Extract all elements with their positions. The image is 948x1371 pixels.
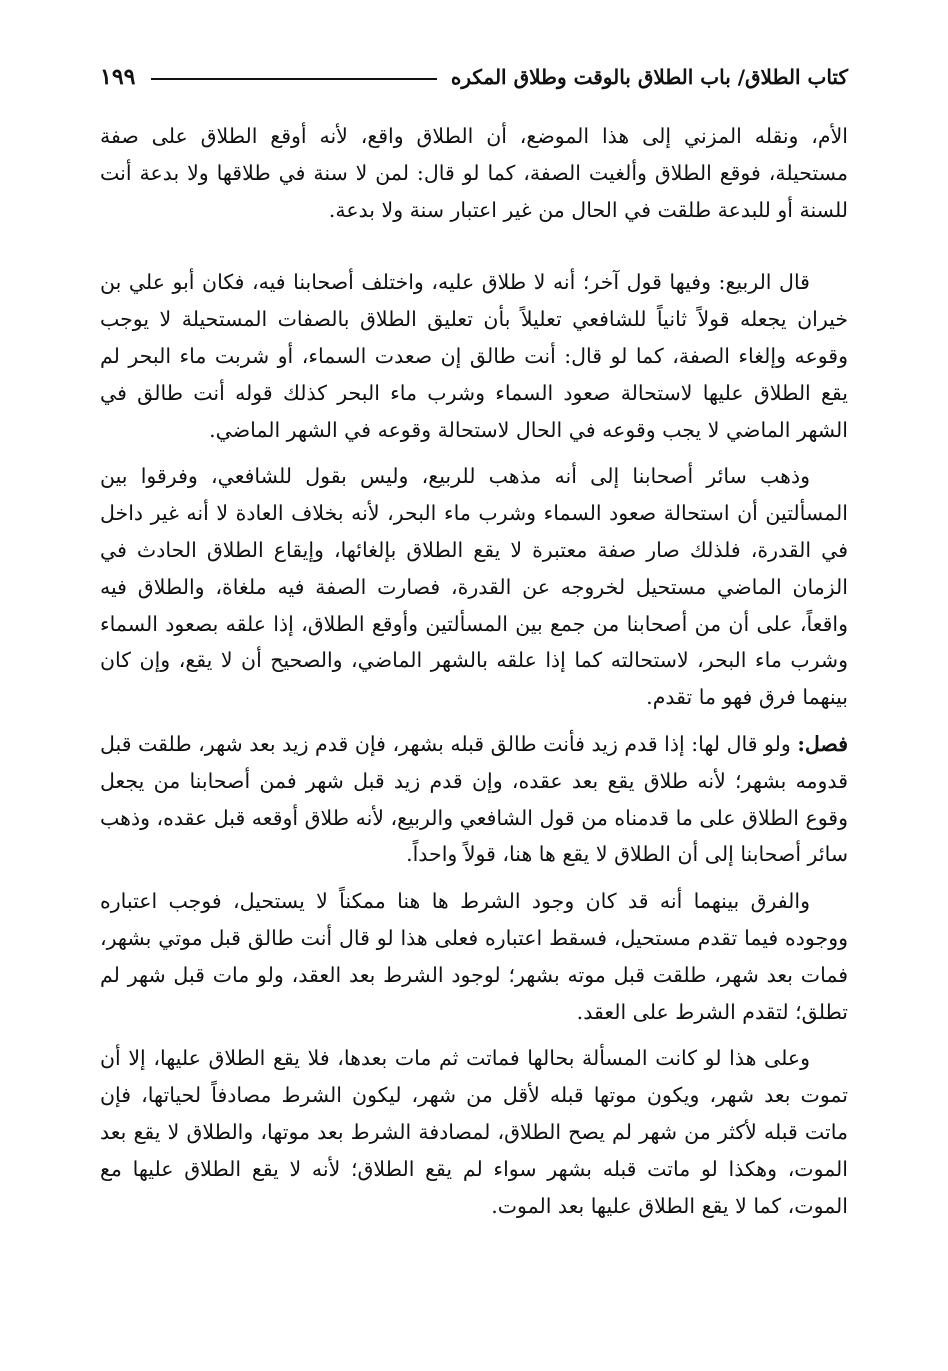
section-lead: فصل: — [797, 731, 848, 756]
paragraph-4 — [100, 726, 848, 873]
page-number: ١٩٩ — [100, 64, 136, 90]
paragraph-5: والفرق بينهما أنه قد كان وجود الشرط ها هنا ممكناً لا يستحيل، فوجب اعتباره ووجوده فيما تقدم مستحيل، فسقط اعتباره فعلى هذا لو قال أنت طالق قبل موتي بشهر، فمات بعد شهر، طلقت قبل موته بشهر؛ لوجود الشرط بعد العقد، ولو مات قبل شهر لم تطلق؛ لتقدم الشرط على العقد. — [100, 889, 848, 1024]
paragraph-1: الأم، ونقله المزني إلى هذا الموضع، أن الطلاق واقع، لأنه أوقع الطلاق على صفة مستحيلة، فوقع الطلاق وألغيت الصفة، كما لو قال: لمن لا سنة في طلاقها ولا بدعة أنت للسنة أو للبدعة طلقت في الحال من غير اعتبار سنة ولا بدعة. — [100, 124, 848, 222]
page-header — [100, 60, 848, 94]
paragraph-4-text: ولو قال لها: إذا قدم زيد فأنت طالق قبله بشهر، فإن قدم زيد بعد شهر، طلقت قبل قدومه بشهر؛ لأنه طلاق يقع بعد عقده، وإن قدم زيد قبل شهر فمن أصحابنا من يجعل وقوع الطلاق على ما قدمناه من قول الشافعي والربيع، لأنه طلاق أوقعه قبل عقده، وذهب سائر أصحابنا إلى أن الطلاق لا يقع ها هنا، قولاً واحداً. — [100, 731, 848, 867]
header-rule — [151, 78, 436, 80]
paragraph-6: وعلى هذا لو كانت المسألة بحالها فماتت ثم مات بعدها، فلا يقع الطلاق عليها، إلا أن تموت بعد شهر، ويكون موتها قبله لأقل من شهر، ليكون الشرط مصادفاً لحياتها، فإن ماتت قبله لأكثر من شهر لم يصح الطلاق، لمصادفة الشرط بعد موتها، والطلاق لا يقع بعد الموت، وهكذا لو ماتت قبله بشهر سواء لم يقع الطلاق؛ لأنه لا يقع الطلاق عليها مع الموت، كما لا يقع الطلاق عليها بعد الموت. — [100, 1046, 848, 1218]
paragraph-3: وذهب سائر أصحابنا إلى أنه مذهب للربيع، وليس بقول للشافعي، وفرقوا بين المسألتين أن استحالة صعود السماء وشرب ماء البحر، لأنه بخلاف العادة لا أنه غير داخل في القدرة، فلذلك صار صفة معتبرة لا يقع الطلاق بإلغائها، وإيقاع الطلاق الحادث في الزمان الماضي مستحيل لخروجه عن القدرة، فصارت الصفة فيه ملغاة، والطلاق فيه واقعاً، على أن من أصحابنا من جمع بين المسألتين وأوقع الطلاق، إذا علقه بصعود السماء وشرب ماء البحر، لاستحالته كما إذا علقه بالشهر الماضي، والصحيح أن لا يقع، وإن كان بينهما فرق فهو ما تقدم. — [100, 464, 848, 710]
running-title: كتاب الطلاق/ باب الطلاق بالوقت وطلاق المكره — [450, 65, 848, 89]
paragraph-2: قال الربيع: وفيها قول آخر؛ أنه لا طلاق عليه، واختلف أصحابنا فيه، فكان أبو علي بن خيران يجعله قولاً ثانياً للشافعي تعليلاً بأن تعليق الطلاق بالصفات المستحيلة لا يوجب وقوعه وإلغاء الصفة، كما لو قال: أنت طالق إن صعدت السماء، أو شربت ماء البحر لم يقع الطلاق عليها لاستحالة صعود السماء وشرب ماء البحر كذلك قوله أنت طالق في الشهر الماضي لا يجب وقوعه في الحال لاستحالة وقوعه في الشهر الماضي. — [100, 270, 848, 442]
page-body — [100, 118, 848, 1224]
